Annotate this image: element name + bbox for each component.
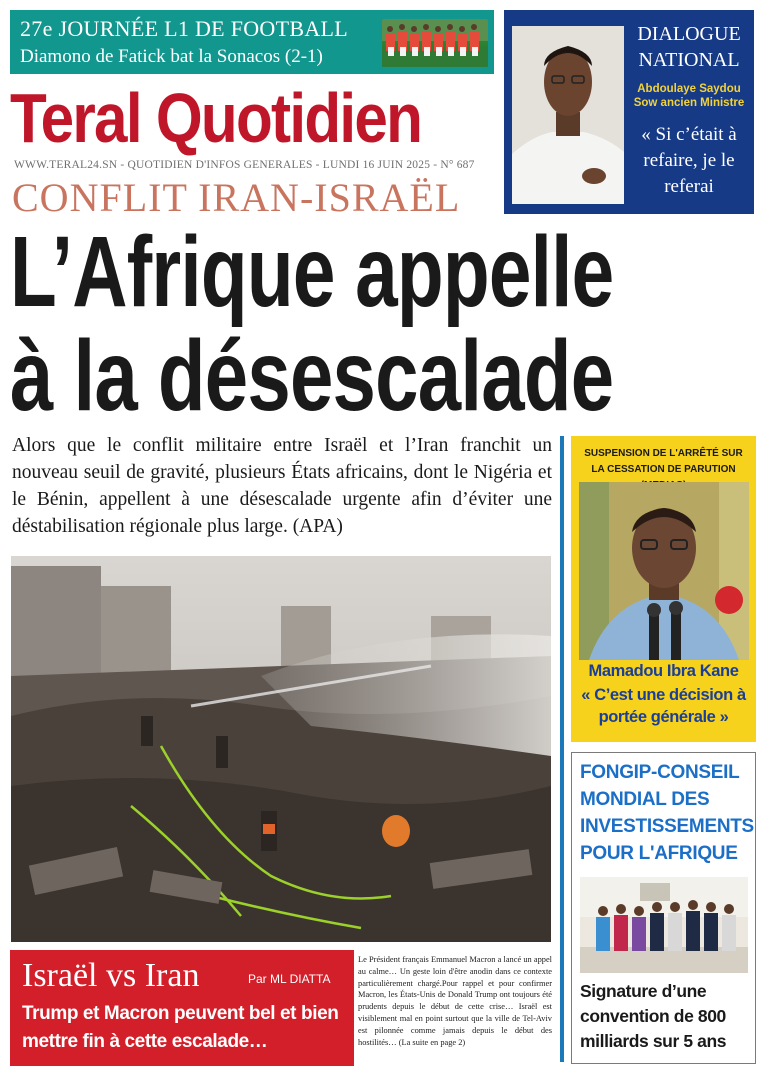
editorial-title: Israël vs Iran: [22, 957, 200, 994]
fongip-caption: Signature d’une convention de 800 milliards sur 5 ans: [580, 981, 727, 1051]
column-divider: [560, 436, 564, 1062]
sports-banner-subtitle: Diamono de Fatick bat la Sonacos (2-1): [20, 46, 323, 67]
headline-line-2[interactable]: à la désescalade: [10, 320, 614, 432]
dialogue-kicker-line1: DIALOGUE: [637, 23, 741, 45]
portrait-photo: [512, 26, 624, 204]
editorial-box[interactable]: [10, 950, 354, 1066]
dateline: WWW.TERAL24.SN - QUOTIDIEN D'INFOS GENERALES - LUNDI 16 JUIN 2025 - N° 687: [14, 159, 475, 171]
sports-banner-title: 27e JOURNÉE L1 DE FOOTBALL: [20, 16, 348, 41]
media-suspension-box[interactable]: [571, 436, 756, 742]
editorial-subtitle: Trump et Macron peuvent bel et bien mettre fin à cette escalade…: [22, 1003, 339, 1052]
media-quote: « C’est une décision à portée générale »: [581, 686, 746, 726]
lead-paragraph: Alors que le conflit militaire entre Israël et l’Iran franchit un nouveau seuil de gravité, plusieurs États africains, dont le Nigéria et le Bénin, appellent à une désescalade urgente afin d’éviter une déstabilisation régionale plus large. (APA): [12, 435, 552, 537]
sports-banner[interactable]: [10, 10, 494, 74]
dialogue-kicker-line2: NATIONAL: [638, 49, 740, 71]
signing-ceremony-photo: [580, 877, 748, 973]
media-person-name: Mamadou Ibra Kane: [588, 662, 739, 680]
dialogue-quote: « Si c’était à refaire, je le referai: [641, 124, 737, 197]
dialogue-person-name: Abdoulaye Saydou Sow ancien Ministre: [633, 83, 745, 109]
main-news-photo[interactable]: [11, 556, 551, 942]
media-kicker: SUSPENSION DE L'ARRÊTÉ SUR LA CESSATION DE PARUTION: [584, 448, 743, 475]
headline-line-1[interactable]: L’Afrique appelle: [10, 216, 614, 328]
fongip-box[interactable]: [571, 752, 756, 1064]
lead-kicker: CONFLIT IRAN-ISRAËL: [12, 175, 461, 220]
speaker-photo: [579, 482, 749, 660]
team-photo: [382, 19, 488, 67]
dialogue-national-box[interactable]: [504, 10, 754, 214]
fongip-title: FONGIP-CONSEIL MONDIAL DES INVESTISSEMENTS POUR L'AFRIQUE: [580, 762, 754, 864]
editorial-body: Le Président français Emmanuel Macron a lancé un appel au calme… Un geste loin d'être anodin dans ce contexte particulièrement chargé.Pour rappel et pour confirmer Macron, les États-Unis de Donald Trump ont toujours été prudents depuis le début de cette crise… Israël est visiblement mal en point surtout que la ville de Tel-Aviv est pilonnée comme jamais depuis le début des hostilités… (La suite en page 2): [358, 955, 552, 1047]
editorial-byline: Par ML DIATTA: [248, 972, 331, 986]
masthead-title[interactable]: Teral Quotidien: [10, 79, 422, 157]
